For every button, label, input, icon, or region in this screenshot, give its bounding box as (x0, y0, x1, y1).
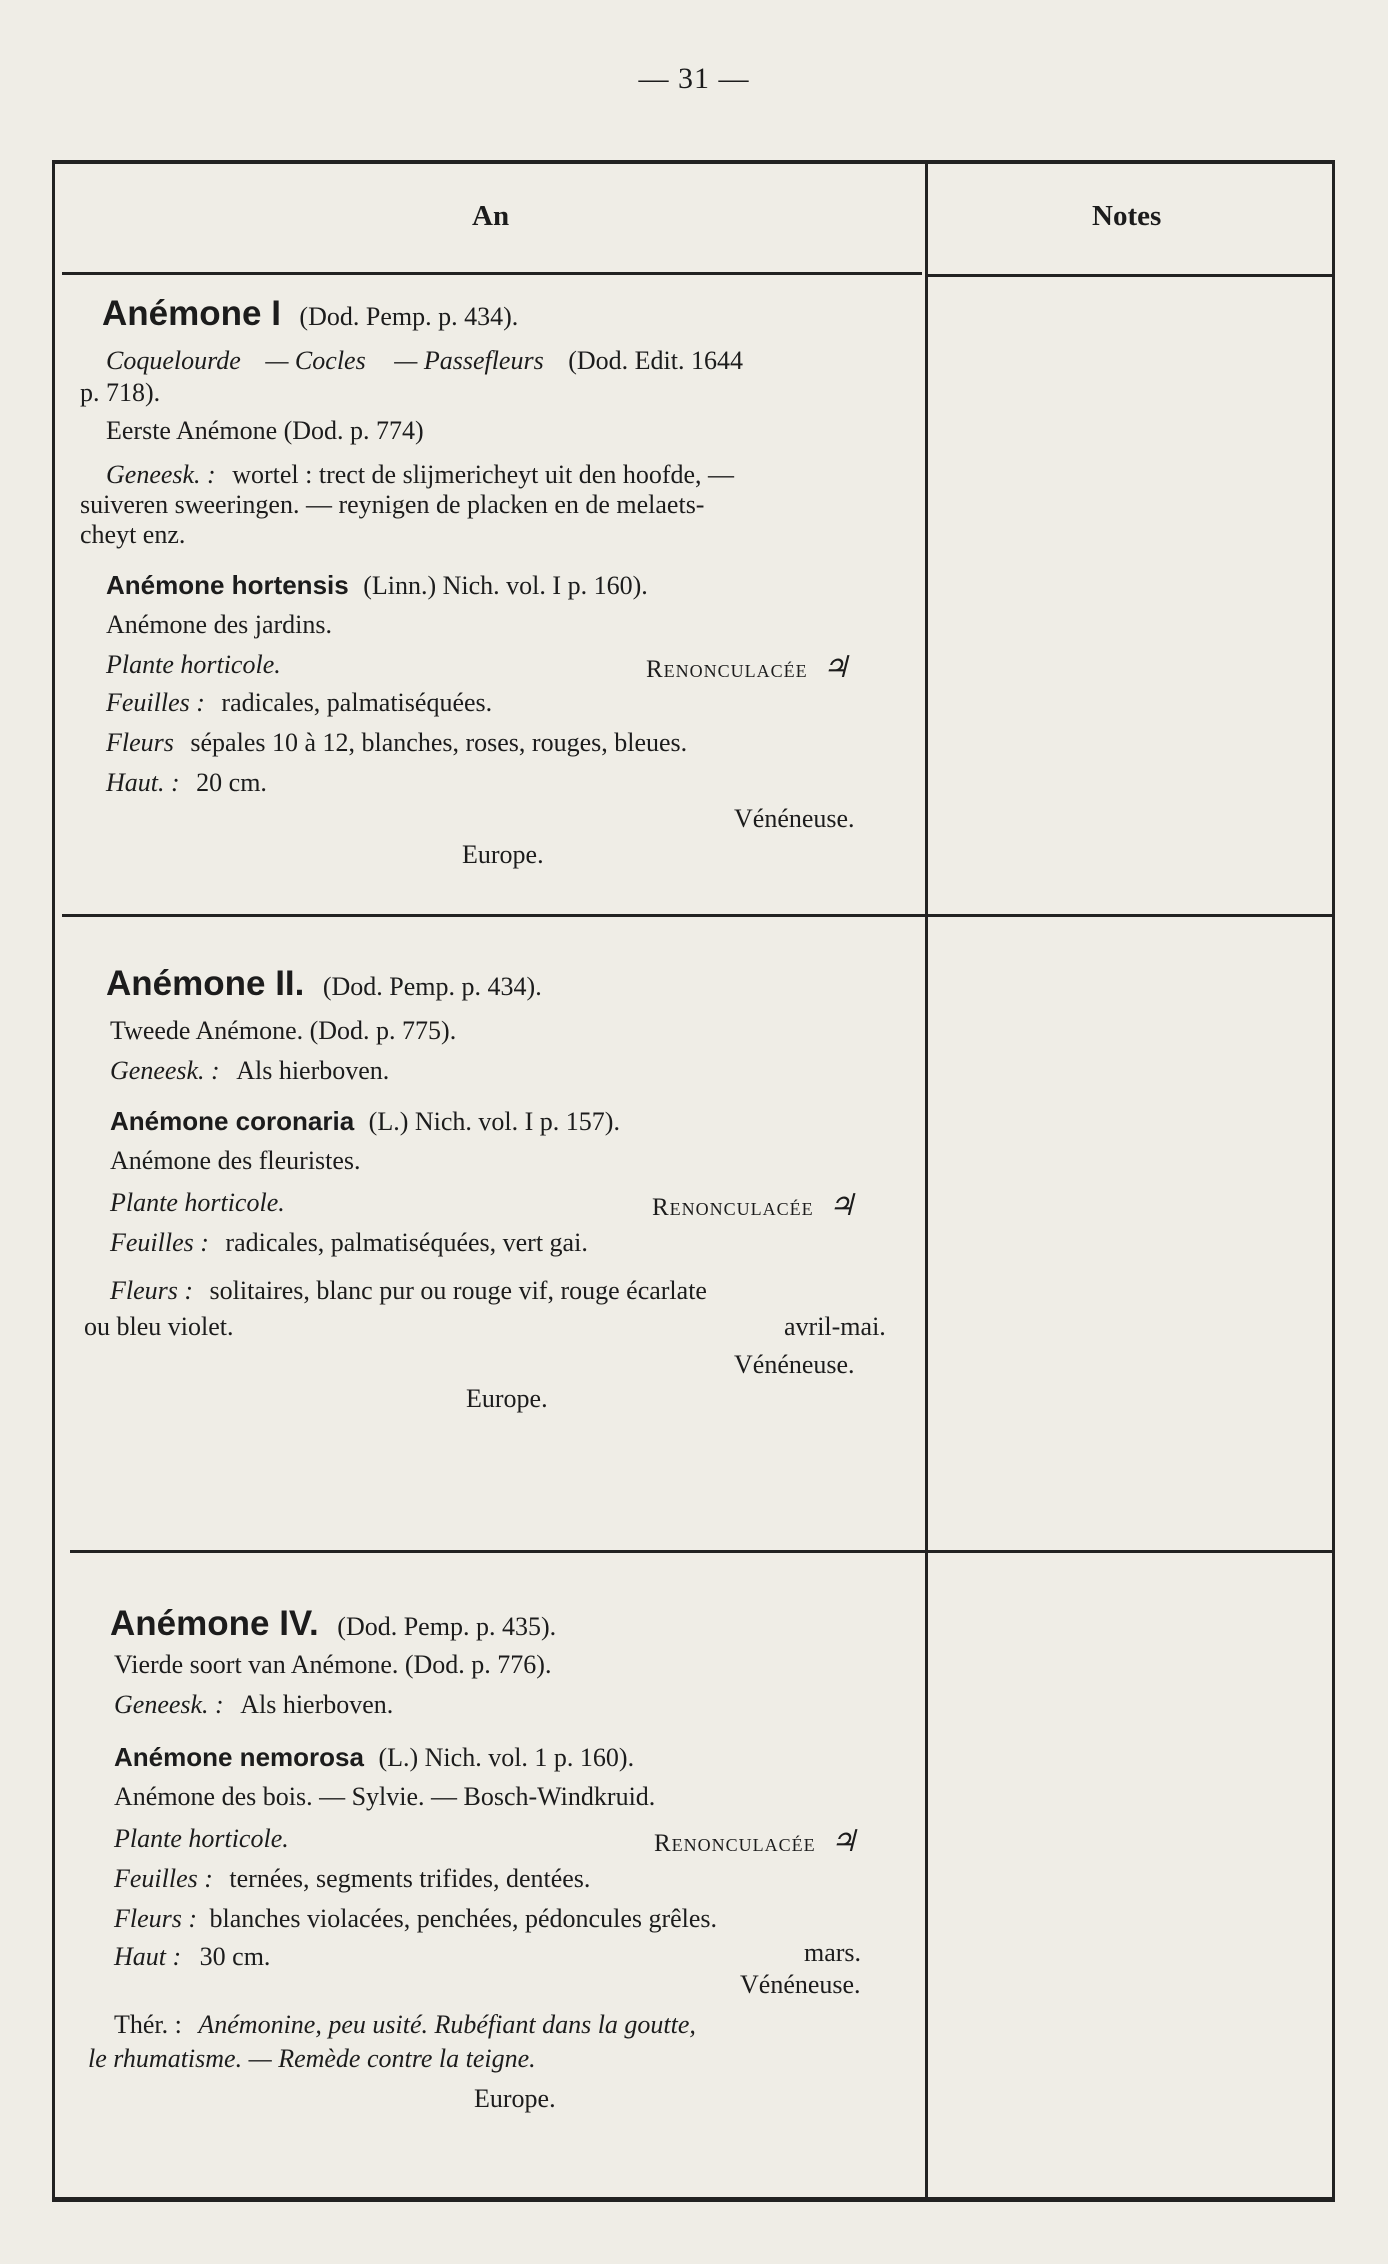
plant-type: Plante horticole. (110, 1188, 285, 1217)
flowers-label: Fleurs : (110, 1276, 194, 1305)
toxicity: Vénéneuse. (734, 1350, 855, 1379)
synonym-ref: (Dod. Edit. 1644 (568, 346, 743, 375)
latin-ref: (L.) Nich. vol. I p. 157). (368, 1107, 620, 1136)
plant-family: Renonculacée (652, 1194, 814, 1221)
synonym: Coquelourde (106, 346, 241, 375)
dutch-name: Tweede Anémone. (Dod. p. 775). (110, 1016, 457, 1045)
latin-ref: (L.) Nich. vol. 1 p. 160). (378, 1743, 635, 1772)
geneesk-text: Als hierboven. (240, 1690, 394, 1719)
therapy-text: le rhumatisme. — Remède contre la teigne. (88, 2044, 536, 2073)
flowers-label: Fleurs : (114, 1904, 198, 1933)
geneesk-label: Geneesk. : (106, 460, 216, 489)
toxicity: Vénéneuse. (740, 1970, 861, 1999)
plant-family: Renonculacée (646, 656, 808, 683)
leaves-label: Feuilles : (110, 1228, 209, 1257)
column-header-notes: Notes (1092, 200, 1162, 232)
leaves-text: radicales, palmatiséquées, vert gai. (225, 1228, 588, 1257)
flowers-text: ou bleu violet. (84, 1312, 234, 1341)
perennial-symbol: ♃ (822, 651, 850, 684)
flowers-text: blanches violacées, penchées, pédoncules grêles. (209, 1904, 718, 1933)
header-divider-right (928, 274, 1332, 277)
leaves-text: ternées, segments trifides, dentées. (229, 1864, 591, 1893)
entry-title-ref: (Dod. Pemp. p. 434). (299, 302, 519, 331)
height-label: Haut : (114, 1942, 182, 1971)
entry-title: Anémone IV. (110, 1604, 319, 1643)
latin-name: Anémone coronaria (110, 1106, 355, 1136)
perennial-symbol: ♃ (828, 1189, 856, 1222)
flowering-season: mars. (804, 1938, 862, 1967)
flowers-label: Fleurs (106, 728, 174, 757)
table-right-border (1332, 164, 1335, 2197)
height-label: Haut. : (106, 768, 180, 797)
entry-divider (70, 1550, 1332, 1553)
entry-title: Anémone I (102, 294, 281, 333)
geneesk-text: cheyt enz. (80, 520, 186, 549)
flowering-season: avril-mai. (784, 1312, 886, 1341)
two-column-table (52, 160, 1335, 2202)
plant-type: Plante horticole. (114, 1824, 289, 1853)
latin-ref: (Linn.) Nich. vol. I p. 160). (363, 571, 648, 600)
height-text: 30 cm. (199, 1942, 271, 1971)
synonym: — Cocles (265, 346, 366, 375)
page-number: — 31 — (638, 62, 750, 95)
leaves-text: radicales, palmatiséquées. (221, 688, 493, 717)
french-name: Anémone des jardins. (106, 610, 333, 639)
entry-title: Anémone II. (106, 964, 305, 1003)
leaves-label: Feuilles : (106, 688, 205, 717)
table-left-border (52, 164, 55, 2197)
french-name: Anémone des bois. — Sylvie. — Bosch-Windkruid. (114, 1782, 656, 1811)
region: Europe. (462, 840, 544, 869)
synonym-ref-cont: p. 718). (80, 378, 161, 407)
height-text: 20 cm. (196, 768, 267, 797)
flowers-text: sépales 10 à 12, blanches, roses, rouges, bleues. (190, 728, 688, 757)
latin-name: Anémone nemorosa (114, 1742, 364, 1772)
geneesk-text: Als hierboven. (236, 1056, 390, 1085)
geneesk-label: Geneesk. : (110, 1056, 220, 1085)
region: Europe. (466, 1384, 548, 1413)
flowers-text: solitaires, blanc pur ou rouge vif, rouge écarlate (209, 1276, 707, 1305)
dutch-name: Eerste Anémone (Dod. p. 774) (106, 416, 424, 445)
plant-family: Renonculacée (654, 1830, 816, 1857)
perennial-symbol: ♃ (830, 1825, 858, 1858)
leaves-label: Feuilles : (114, 1864, 213, 1893)
dutch-name: Vierde soort van Anémone. (Dod. p. 776). (114, 1650, 552, 1679)
geneesk-text: wortel : trect de slijmericheyt uit den hoofde, — (232, 460, 735, 489)
plant-type: Plante horticole. (106, 650, 281, 679)
latin-name: Anémone hortensis (106, 570, 349, 600)
therapy-label: Thér. : (114, 2010, 182, 2039)
french-name: Anémone des fleuristes. (110, 1146, 361, 1175)
therapy-text: Anémonine, peu usité. Rubéfiant dans la goutte, (198, 2010, 696, 2039)
region: Europe. (474, 2084, 556, 2113)
synonym: — Passefleurs (394, 346, 544, 375)
entry-divider (62, 914, 1332, 917)
entry-title-ref: (Dod. Pemp. p. 435). (337, 1612, 557, 1641)
geneesk-text: suiveren sweeringen. — reynigen de placken en de melaets- (80, 490, 705, 519)
column-divider (925, 164, 928, 2197)
column-header-an: An (472, 200, 510, 232)
toxicity: Vénéneuse. (734, 804, 855, 833)
entry-title-ref: (Dod. Pemp. p. 434). (322, 972, 542, 1001)
geneesk-label: Geneesk. : (114, 1690, 224, 1719)
header-divider-left (62, 272, 922, 275)
